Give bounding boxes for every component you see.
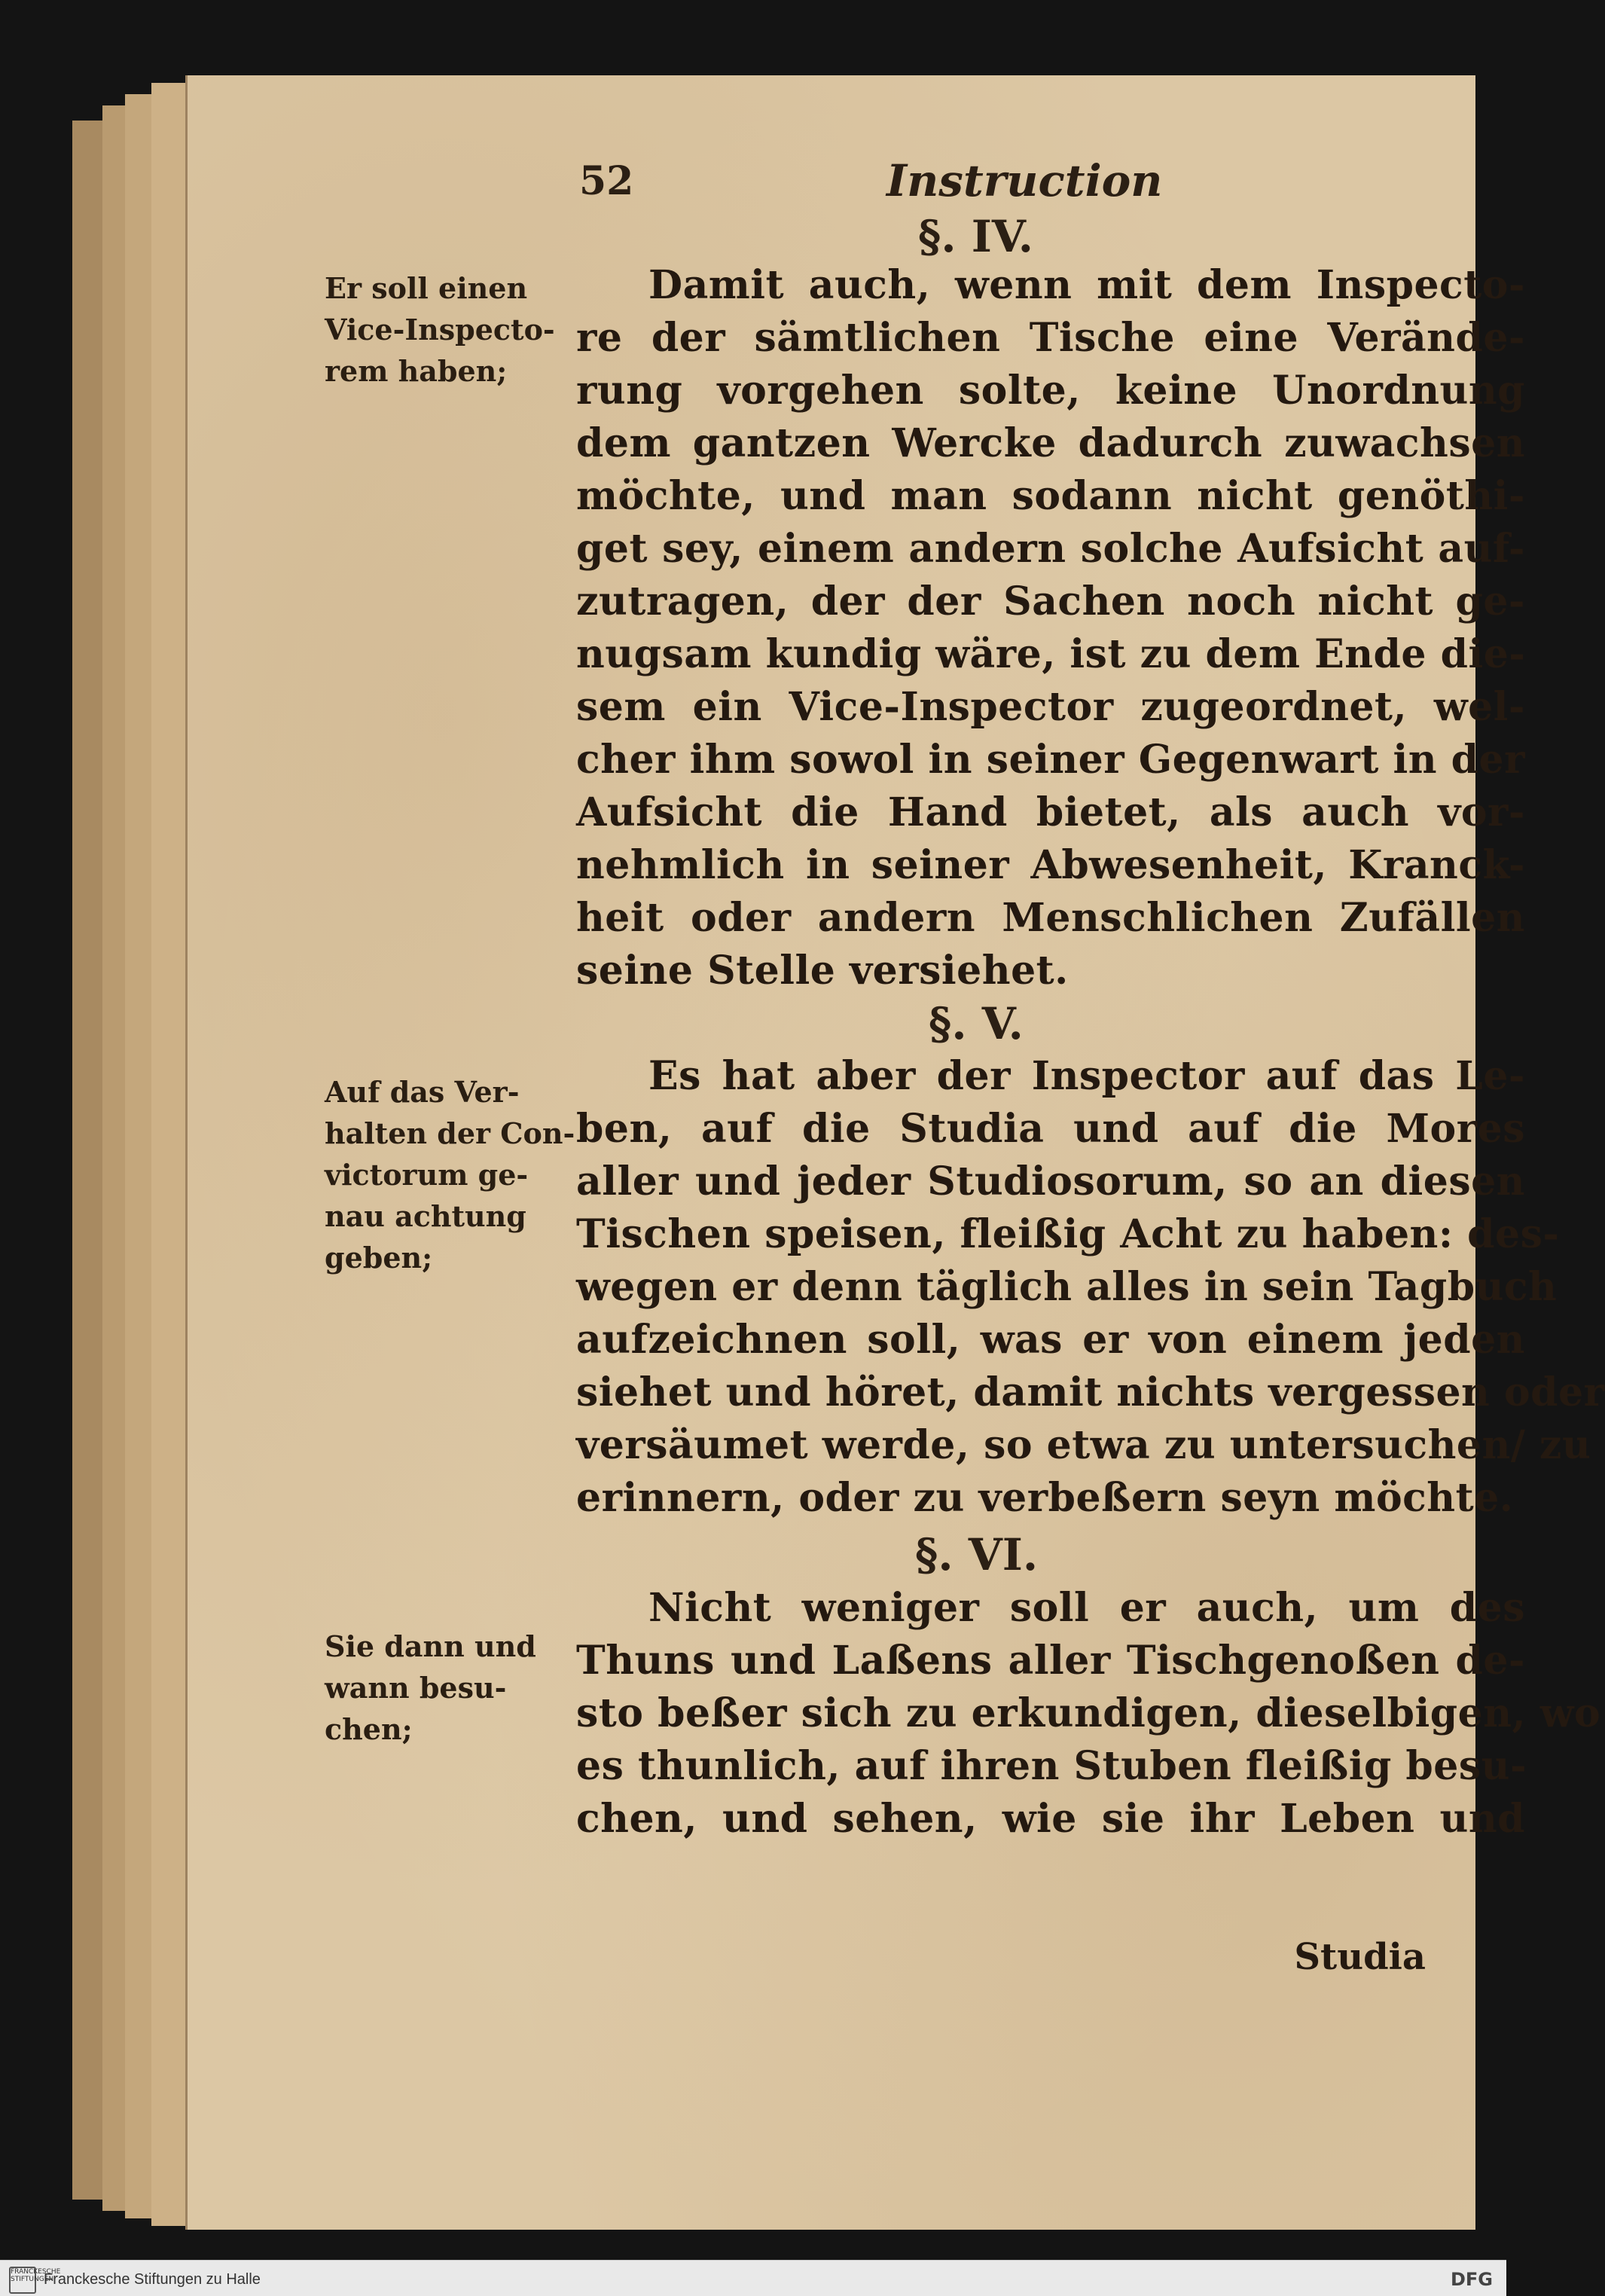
marginal-line: wann besu- xyxy=(325,1671,507,1705)
text-line: Es hat aber der Inspector auf das Le- xyxy=(648,1053,1525,1099)
text-line: rung vorgehen solte, keine Unordnung xyxy=(576,368,1525,414)
text-line: Nicht weniger soll er auch, um des xyxy=(648,1585,1525,1631)
text-line: cher ihm sowol in seiner Gegenwart in der xyxy=(576,737,1525,783)
footer-bar xyxy=(0,2260,1506,2296)
section-mark-vi: §. VI. xyxy=(915,1529,1039,1580)
marginal-line: Sie dann und xyxy=(325,1629,536,1663)
text-line: Damit auch, wenn mit dem Inspecto- xyxy=(648,262,1525,308)
text-line: nugsam kundig wäre, ist zu dem Ende die- xyxy=(576,631,1526,677)
text-line: siehet und höret, damit nichts vergessen oder xyxy=(576,1369,1605,1415)
running-title: Instruction xyxy=(886,155,1163,206)
text-line: sem ein Vice-Inspector zugeordnet, wel- xyxy=(576,684,1525,730)
marginal-line: rem haben; xyxy=(325,354,508,388)
text-line: aufzeichnen soll, was er von einem jeden xyxy=(576,1317,1525,1363)
marginal-line: Er soll einen xyxy=(325,271,528,305)
marginal-line: geben; xyxy=(325,1241,433,1275)
catchword: Studia xyxy=(1294,1936,1426,1978)
text-line: Tischen speisen, fleißig Acht zu haben: des- xyxy=(576,1211,1560,1257)
marginal-line: Vice-Inspecto- xyxy=(325,313,555,347)
section-mark-iv: §. IV. xyxy=(918,211,1033,262)
text-line: Thuns und Laßens aller Tischgenoßen de- xyxy=(576,1638,1525,1684)
text-line: re der sämtlichen Tische eine Verände- xyxy=(576,315,1525,361)
marginal-line: chen; xyxy=(325,1712,413,1746)
marginal-line: Auf das Ver- xyxy=(325,1075,520,1109)
text-line: wegen er denn täglich alles in sein Tagbuch xyxy=(576,1264,1558,1310)
marginal-line: victorum ge- xyxy=(325,1158,529,1192)
marginal-line: nau achtung xyxy=(325,1199,526,1233)
section-mark-v: §. V. xyxy=(929,998,1024,1049)
text-line: nehmlich in seiner Abwesenheit, Kranck- xyxy=(576,842,1525,888)
text-line: seine Stelle versiehet. xyxy=(576,948,1069,994)
text-line: es thunlich, auf ihren Stuben fleißig besu- xyxy=(576,1743,1527,1789)
institution-name[interactable]: Franckesche Stiftungen zu Halle xyxy=(44,2271,261,2288)
text-line: zutragen, der der Sachen noch nicht ge- xyxy=(576,579,1525,624)
text-line: sto beßer sich zu erkundigen, dieselbigen, wo xyxy=(576,1690,1601,1736)
dfg-logo[interactable]: DFG xyxy=(1450,2269,1493,2290)
page-number: 52 xyxy=(579,158,634,204)
text-line: erinnern, oder zu verbeßern seyn möchte. xyxy=(576,1475,1514,1521)
text-line: heit oder andern Menschlichen Zufällen xyxy=(576,895,1525,941)
text-line: Aufsicht die Hand bietet, als auch vor- xyxy=(576,789,1525,835)
text-line: aller und jeder Studiosorum, so an diesen xyxy=(576,1159,1525,1204)
book-page xyxy=(185,75,1605,2230)
text-line: chen, und sehen, wie sie ihr Leben und xyxy=(576,1796,1525,1842)
marginal-line: halten der Con- xyxy=(325,1116,575,1150)
institution-logo-icon[interactable]: FRANCKESCHE STIFTUNGEN xyxy=(9,2267,36,2294)
text-line: get sey, einem andern solche Aufsicht auf- xyxy=(576,526,1525,572)
text-line: ben, auf die Studia und auf die Mores xyxy=(576,1106,1525,1152)
text-line: möchte, und man sodann nicht genöthi- xyxy=(576,473,1525,519)
text-line: versäumet werde, so etwa zu untersuchen/ zu xyxy=(576,1422,1591,1468)
text-line: dem gantzen Wercke dadurch zuwachsen xyxy=(576,420,1525,466)
